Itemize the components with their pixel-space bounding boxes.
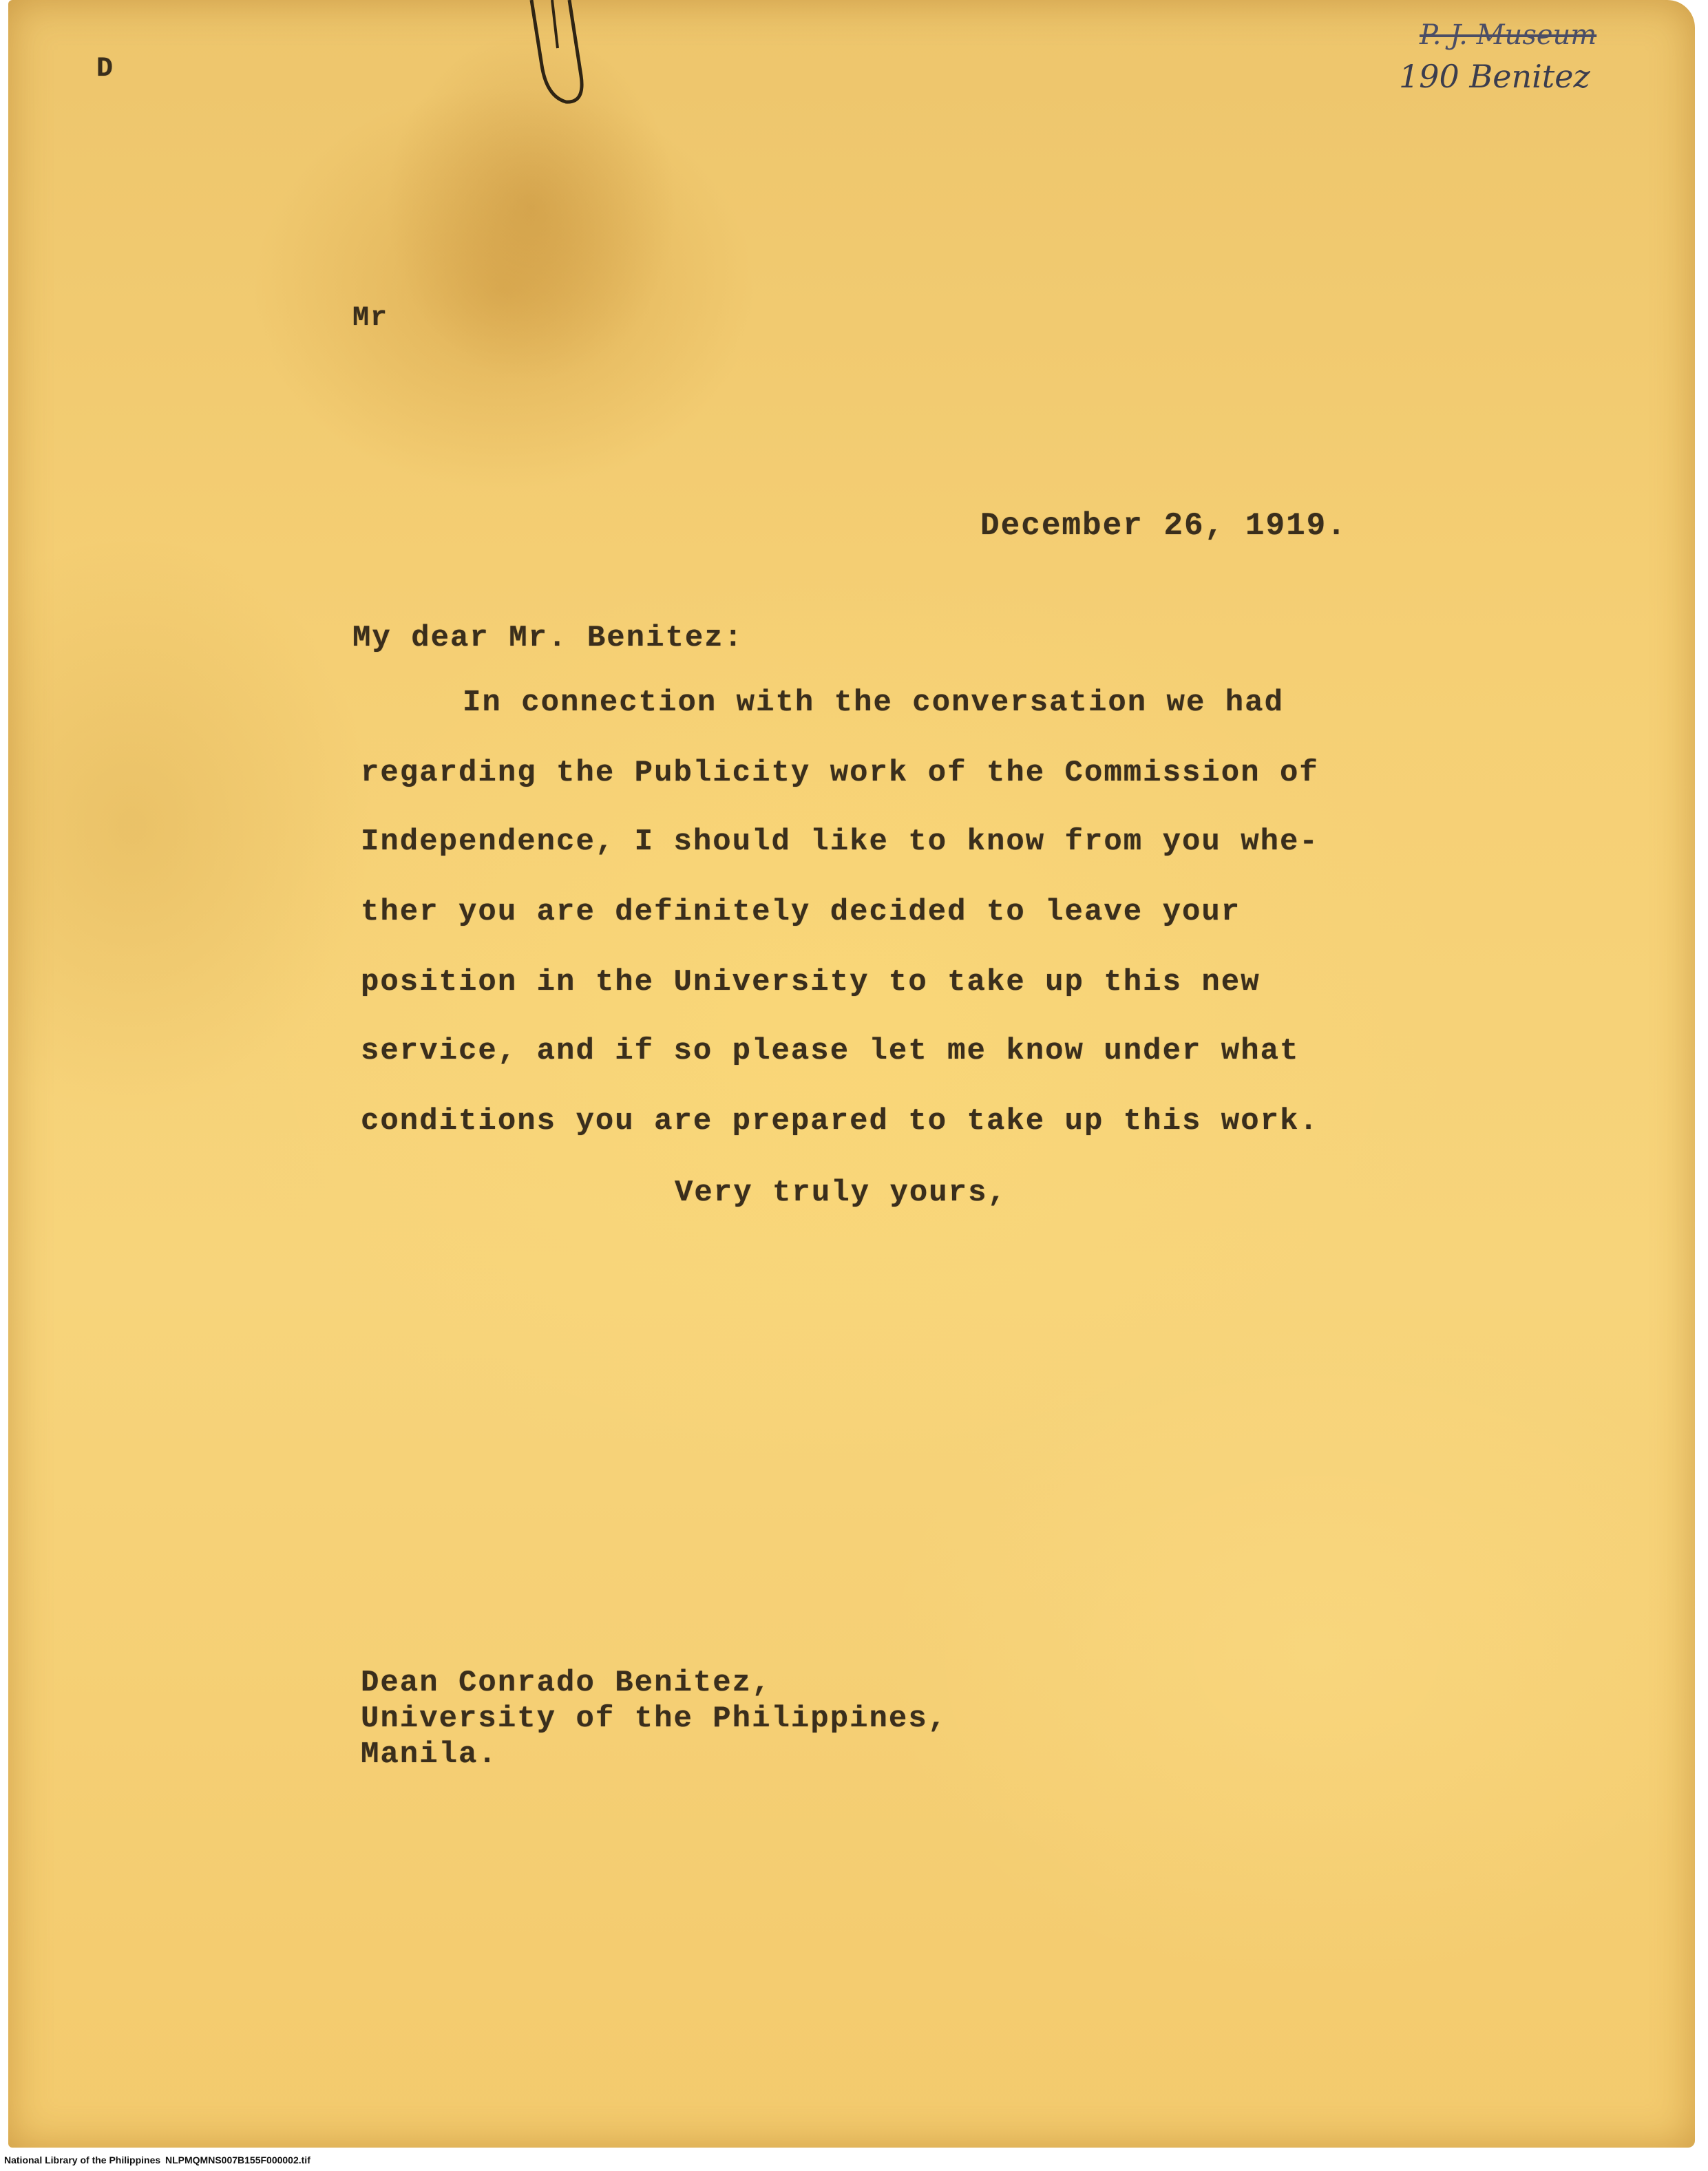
body-line: conditions you are prepared to take up this work.	[361, 1104, 1319, 1139]
address-line: University of the Philippines,	[361, 1702, 948, 1736]
body-line: ther you are definitely decided to leave your	[361, 895, 1241, 929]
paper-sheet	[8, 0, 1695, 2148]
body-line: In connection with the conversation we had	[463, 686, 1284, 720]
closing: Very truly yours,	[675, 1176, 1007, 1210]
body-line: service, and if so please let me know under what	[361, 1034, 1300, 1068]
corner-mark: D	[96, 54, 115, 85]
body-line: position in the University to take up this new	[361, 965, 1261, 999]
handwritten-annotation: 190 Benitez	[1399, 58, 1590, 95]
body-line: Independence, I should like to know from you whe-	[361, 825, 1319, 859]
scan-footer	[0, 2148, 1708, 2171]
salutation: My dear Mr. Benitez:	[352, 621, 744, 655]
body-line: regarding the Publicity work of the Commission of	[361, 756, 1319, 790]
handwritten-struck-line: P. J. Museum	[1420, 19, 1597, 51]
letter-date: December 26, 1919.	[980, 508, 1347, 544]
paperclip-mark	[504, 0, 614, 110]
address-line: Manila.	[361, 1737, 498, 1772]
address-line: Dean Conrado Benitez,	[361, 1666, 772, 1700]
footer-library: National Library of the Philippines	[4, 2154, 161, 2165]
footer-file-id: NLPMQMNS007B155F000002.tif	[165, 2154, 310, 2165]
header-initial: Mr	[352, 303, 389, 334]
